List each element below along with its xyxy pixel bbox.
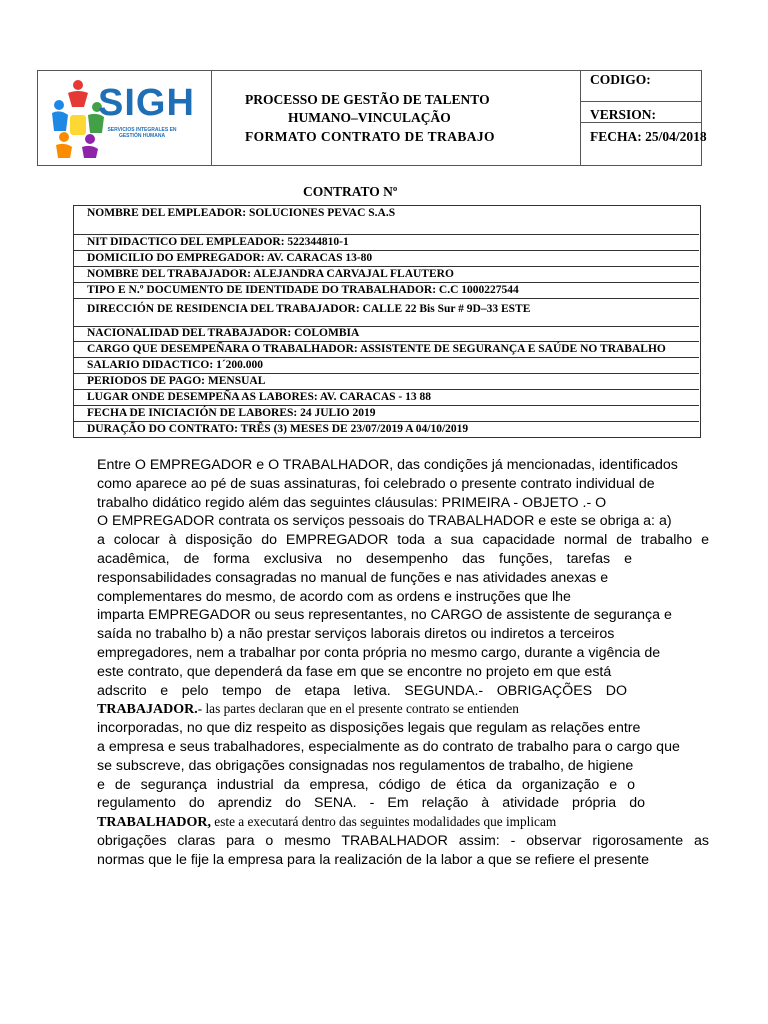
title-cell [212, 71, 581, 165]
body-bold-term: TRABAJADOR. [97, 702, 198, 718]
body-line: Entre O EMPREGADOR e O TRABALHADOR, das condições já mencionadas, identificados [97, 457, 678, 473]
field-start-date: FECHA DE INICIACIÓN DE LABORES: 24 JULIO 2019 [87, 407, 376, 419]
body-line: regulamento do aprendiz do SENA. - Em relação à atividade própria do [97, 795, 645, 812]
body-line: como aparece ao pé de suas assinaturas, foi celebrado o presente contrato individual de [97, 475, 655, 492]
contract-number-title: CONTRATO Nº [303, 184, 398, 199]
field-row [74, 327, 699, 342]
body-line: obrigações claras para o mesmo TRABALHADOR assim: - observar rigorosamente as [97, 832, 709, 849]
title-line-2: HUMANO–VINCULAÇÃO [288, 110, 451, 125]
meta-cell [581, 71, 707, 165]
field-employer-nit: NIT DIDACTICO DEL EMPLEADOR: 522344810-1 [87, 236, 349, 248]
body-line: adscrito e pelo tempo de etapa letiva. SEGUNDA.- OBRIGAÇÕES DO [97, 682, 627, 699]
body-line: a colocar à disposição do EMPREGADOR toda a sua capacidade normal de trabalho e [97, 532, 709, 549]
contract-fields-table [73, 205, 701, 438]
field-worker-address: DIRECCIÓN DE RESIDENCIA DEL TRABAJADOR: CALLE 22 Bis Sur # 9D–33 ESTE [87, 303, 531, 315]
body-line: trabalho didático regido além das seguintes cláusulas: PRIMEIRA - OBJETO .- O [97, 494, 607, 511]
company-logo [50, 77, 200, 159]
field-work-place: LUGAR ONDE DESEMPEÑA AS LABORES: AV. CARACAS - 13 88 [87, 391, 431, 403]
body-line: O EMPREGADOR contrata os serviços pessoais do TRABALHADOR e este se obriga a: a) [97, 513, 672, 530]
body-line: imparta EMPREGADOR ou seus representantes, no CARGO de assistente de segurança e [97, 607, 672, 624]
body-line [97, 813, 709, 832]
body-line: a empresa e seus trabalhadores, especialmente as do contrato de trabalho para o cargo que [97, 738, 680, 755]
body-line-rest: este a executará dentro das seguintes modalidades que implicam [210, 814, 557, 830]
body-line: e de segurança industrial da empresa, código de ética da organização e o [97, 776, 635, 793]
field-row [74, 422, 699, 437]
body-line: se subscreve, das obrigações consignadas nos regulamentos de trabalho, de higiene [97, 757, 634, 774]
field-duration: DURAÇÃO DO CONTRATO: TRÊS (3) MESES DE 23/07/2019 A 04/10/2019 [87, 423, 469, 435]
field-row [74, 235, 699, 251]
body-line: acadêmica, de forma exclusiva no desempenho das funções, tarefas e [97, 550, 632, 567]
field-row [74, 374, 699, 390]
field-position: CARGO QUE DESEMPEÑARA O TRABALHADOR: ASSISTENTE DE SEGURANÇA E SAÚDE NO TRABALHO [87, 343, 666, 355]
body-line: responsabilidades consagradas no manual de funções e nas atividades anexas e [97, 569, 609, 586]
codigo-label: CODIGO: [590, 72, 651, 87]
field-pay-period: PERIODOS DE PAGO: MENSUAL [87, 375, 266, 387]
title-line-1: PROCESSO DE GESTÃO DE TALENTO [245, 92, 490, 107]
field-row [74, 342, 699, 358]
body-line [97, 700, 709, 719]
document-header [37, 70, 707, 166]
body-bold-term: TRABALHADOR, [97, 815, 211, 831]
field-row [74, 390, 699, 406]
codigo-row [581, 71, 701, 102]
body-line: saída no trabalho b) a não prestar serviços laborais diretos ou indiretos a terceiros [97, 626, 615, 643]
logo-brand: SIGH [98, 82, 195, 124]
field-salary: SALARIO DIDACTICO: 1´200.000 [87, 359, 264, 371]
field-row [74, 358, 699, 374]
title-line-3: FORMATO CONTRATO DE TRABAJO [245, 129, 495, 144]
fecha-label: FECHA: 25/04/2018 [590, 129, 707, 144]
field-row [74, 267, 699, 283]
field-nationality: NACIONALIDAD DEL TRABAJADOR: COLOMBIA [87, 327, 360, 339]
field-row [74, 206, 699, 235]
body-line-rest: - las partes declaran que en el presente contrato se entienden [197, 701, 519, 717]
logo-cell [38, 71, 212, 165]
fecha-row [581, 123, 707, 165]
body-line: complementares do mesmo, de acordo com as ordens e instruções que lhe [97, 588, 571, 605]
body-line: incorporadas, no que diz respeito as disposições legais que regulam as relações entre [97, 720, 641, 737]
field-row [74, 251, 699, 267]
contract-body [97, 456, 709, 870]
body-line: normas que le fije la empresa para la realización de la labor a que se refiere el presente [97, 851, 650, 868]
logo-subtitle: SERVICIOS INTEGRALES EN GESTIÓN HUMANA [107, 127, 177, 139]
field-employer-name: NOMBRE DEL EMPLEADOR: SOLUCIONES PEVAC S.A.S [87, 207, 396, 219]
version-row [581, 102, 701, 123]
field-row [74, 283, 699, 299]
field-row [74, 406, 699, 422]
body-line: empregadores, nem a trabalhar por conta própria no mesmo cargo, durante a vigência de [97, 644, 661, 661]
field-worker-id: TIPO E N.º DOCUMENTO DE IDENTIDADE DO TRABALHADOR: C.C 1000227544 [87, 284, 519, 296]
body-line: este contrato, que dependerá da fase em que se encontre no projeto em que está [97, 663, 612, 680]
version-label: VERSION: [590, 107, 657, 122]
field-employer-address: DOMICILIO DO EMPREGADOR: AV. CARACAS 13-80 [87, 252, 373, 264]
field-row [74, 299, 699, 327]
field-worker-name: NOMBRE DEL TRABAJADOR: ALEJANDRA CARVAJAL FLAUTERO [87, 268, 454, 280]
